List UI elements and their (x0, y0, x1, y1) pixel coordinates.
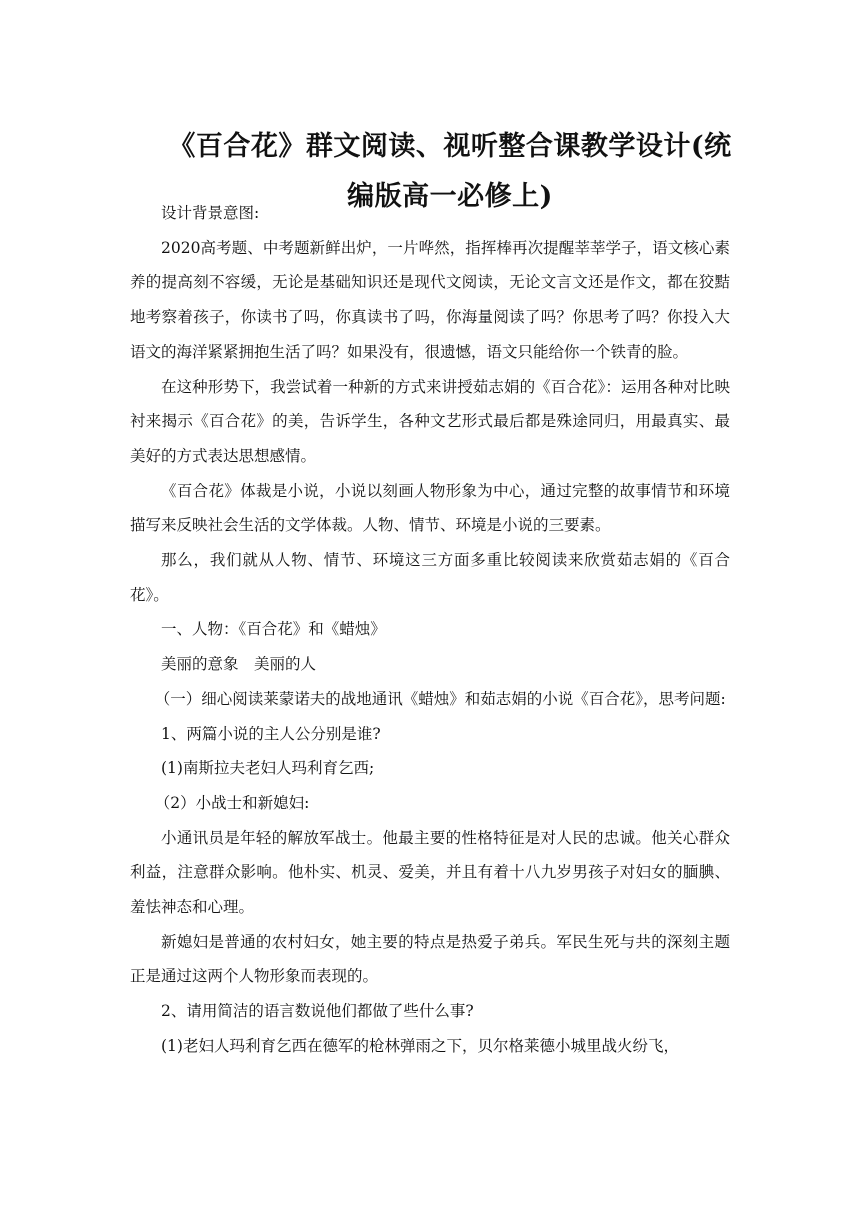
question: 1、两篇小说的主人公分别是谁? (161, 724, 381, 743)
paragraph: 在这种形势下，我尝试着一种新的方式来讲授茹志娟的《百合花》：运用各种对比映衬来揭示《百合花》的美，告诉学生，各种文艺形式最后都是殊途同归，用最真实、最美好的方式表达思想感情。 (130, 377, 730, 465)
question: 2、请用简洁的语言数说他们都做了些什么事? (161, 1002, 474, 1021)
paragraph: 2020高考题、中考题新鲜出炉，一片哗然，指挥棒再次提醒莘莘学子，语文核心素养的提高刻不容缓，无论是基础知识还是现代文阅读，无论文言文还是作文，都在狡黠地考察着孩子，你读书了吗，你真读书了吗，你海量阅读了吗？你思考了吗？你投入大语文的海洋紧紧拥抱生活了吗？如果没有，很遗憾，语文只能给你一个铁青的脸。 (130, 238, 730, 361)
section-heading: 一、人物：《百合花》和《蜡烛》 (161, 620, 386, 639)
paragraph: 美丽的意象 美丽的人 (161, 655, 317, 674)
paragraph: 小通讯员是年轻的解放军战士。他最主要的性格特征是对人民的忠诚。他关心群众利益，注意群众影响。他朴实、机灵、爱美，并且有着十八九岁男孩子对妇女的腼腆、羞怯神态和心理。 (130, 828, 730, 917)
paragraph: 那么，我们就从人物、情节、环境这三方面多重比较阅读来欣赏茹志娟的《百合花》。 (130, 551, 730, 604)
answer-item: (1)老妇人玛利育乞西在德军的枪林弹雨之下，贝尔格莱德小城里战火纷飞， (161, 1036, 679, 1055)
title-line-1: 《百合花》群文阅读、视听整合课教学设计(统 (168, 131, 732, 163)
answer-item: （2）小战士和新媳妇: (154, 793, 310, 812)
paragraph: 新媳妇是普通的农村妇女，她主要的特点是热爱子弟兵。军民生死与共的深刻主题正是通过这两个人物形象而表现的。 (130, 932, 730, 986)
answer-item: (1)南斯拉夫老妇人玛利育乞西; (161, 759, 375, 778)
title-line-2: 编版高一必修上) (347, 181, 553, 213)
paragraph: （一）细心阅读莱蒙诺夫的战地通讯《蜡烛》和茹志娟的小说《百合花》，思考问题: (154, 689, 726, 708)
document-body (130, 196, 730, 1064)
paragraph: 设计背景意图: (161, 204, 260, 222)
paragraph: 《百合花》体裁是小说，小说以刻画人物形象为中心，通过完整的故事情节和环境描写来反映社会生活的文学体裁。人物、情节、环境是小说的三要素。 (130, 481, 730, 535)
